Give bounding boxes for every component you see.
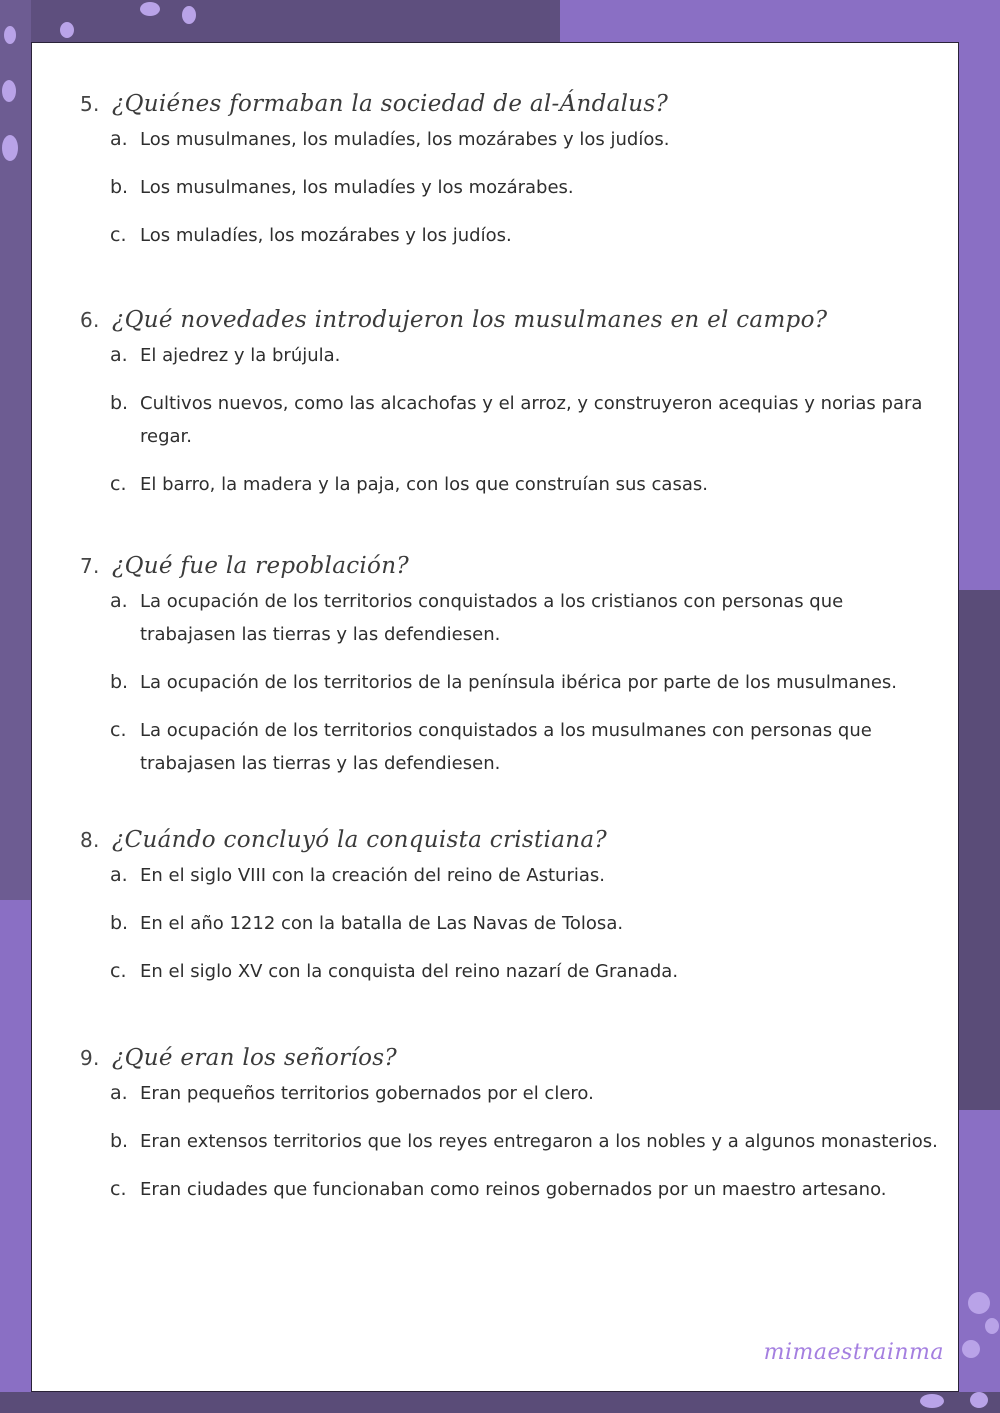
option-list: [110, 1077, 940, 1206]
option-text: El barro, la madera y la paja, con los que construían sus casas.: [140, 474, 708, 495]
option-c[interactable]: [110, 468, 940, 501]
option-text: Los musulmanes, los muladíes, los mozárabes y los judíos.: [140, 129, 670, 150]
option-letter: a.: [110, 128, 128, 150]
decor-dot: [182, 6, 196, 24]
option-letter: c.: [110, 473, 127, 495]
question-number: 6.: [80, 308, 100, 332]
option-b[interactable]: [110, 387, 940, 453]
option-text: Eran pequeños territorios gobernados por el clero.: [140, 1083, 594, 1104]
option-text: Eran extensos territorios que los reyes entregaron a los nobles y a algunos monasterios.: [140, 1131, 938, 1152]
question-text: ¿Qué novedades introdujeron los musulmanes en el campo?: [112, 307, 828, 333]
decor-dot: [970, 1392, 988, 1408]
option-b[interactable]: [110, 907, 940, 940]
option-letter: a.: [110, 1082, 128, 1104]
option-letter: a.: [110, 590, 128, 612]
bg-block-right-lower: [958, 590, 1000, 1110]
question-text: ¿Quiénes formaban la sociedad de al-Ándalus?: [112, 91, 669, 117]
option-b[interactable]: [110, 1125, 940, 1158]
decor-dot: [968, 1292, 990, 1314]
decor-dot: [2, 80, 16, 102]
option-letter: c.: [110, 1178, 127, 1200]
option-list: [110, 859, 940, 988]
option-a[interactable]: [110, 339, 940, 372]
option-letter: c.: [110, 960, 127, 982]
question-number: 5.: [80, 92, 100, 116]
option-c[interactable]: [110, 714, 940, 780]
question-text: ¿Qué eran los señoríos?: [112, 1045, 397, 1071]
option-text: Cultivos nuevos, como las alcachofas y el arroz, y construyeron acequias y norias para regar.: [140, 393, 923, 447]
option-letter: b.: [110, 1130, 129, 1152]
question-title: [80, 827, 940, 853]
question-title: [80, 553, 940, 579]
option-list: [110, 123, 940, 252]
decor-dot: [985, 1318, 999, 1334]
decor-dot: [140, 2, 160, 16]
question-9: [80, 1045, 940, 1221]
option-text: Los musulmanes, los muladíes y los mozárabes.: [140, 177, 574, 198]
option-a[interactable]: [110, 123, 940, 156]
option-list: [110, 585, 940, 780]
option-a[interactable]: [110, 1077, 940, 1110]
option-b[interactable]: [110, 666, 940, 699]
option-letter: b.: [110, 671, 129, 693]
decor-dot: [4, 26, 16, 44]
option-text: Eran ciudades que funcionaban como reinos gobernados por un maestro artesano.: [140, 1179, 887, 1200]
option-letter: b.: [110, 392, 129, 414]
option-text: La ocupación de los territorios conquistados a los musulmanes con personas que trabajasen las tierras y las defendiesen.: [140, 720, 872, 774]
worksheet-page: [31, 42, 959, 1392]
option-letter: c.: [110, 224, 127, 246]
bg-block-bottom: [0, 1392, 1000, 1413]
decor-dot: [2, 135, 18, 161]
option-text: En el año 1212 con la batalla de Las Navas de Tolosa.: [140, 913, 624, 934]
option-text: En el siglo VIII con la creación del reino de Asturias.: [140, 865, 605, 886]
question-number: 7.: [80, 554, 100, 578]
option-letter: b.: [110, 176, 129, 198]
option-text: La ocupación de los territorios conquistados a los cristianos con personas que trabajasen las tierras y las defendiesen.: [140, 591, 844, 645]
question-7: [80, 553, 940, 795]
decor-dot: [920, 1394, 944, 1408]
question-title: [80, 307, 940, 333]
question-number: 9.: [80, 1046, 100, 1070]
option-c[interactable]: [110, 219, 940, 252]
option-text: El ajedrez y la brújula.: [140, 345, 341, 366]
decor-dot: [962, 1340, 980, 1358]
option-letter: b.: [110, 912, 129, 934]
option-c[interactable]: [110, 955, 940, 988]
option-letter: c.: [110, 719, 127, 741]
option-c[interactable]: [110, 1173, 940, 1206]
option-b[interactable]: [110, 171, 940, 204]
option-a[interactable]: [110, 859, 940, 892]
option-text: La ocupación de los territorios de la península ibérica por parte de los musulmanes.: [140, 672, 897, 693]
question-6: [80, 307, 940, 516]
question-text: ¿Qué fue la repoblación?: [112, 553, 409, 579]
option-text: Los muladíes, los mozárabes y los judíos.: [140, 225, 512, 246]
option-list: [110, 339, 940, 501]
question-8: [80, 827, 940, 1003]
question-title: [80, 91, 940, 117]
option-a[interactable]: [110, 585, 940, 651]
option-text: En el siglo XV con la conquista del reino nazarí de Granada.: [140, 961, 679, 982]
option-letter: a.: [110, 344, 128, 366]
decor-dot: [60, 22, 74, 38]
bg-block-left-lower: [0, 900, 31, 1413]
option-letter: a.: [110, 864, 128, 886]
author-watermark: mimaestrainma: [763, 1340, 944, 1365]
question-title: [80, 1045, 940, 1071]
question-number: 8.: [80, 828, 100, 852]
question-text: ¿Cuándo concluyó la conquista cristiana?: [112, 827, 607, 853]
question-5: [80, 91, 940, 267]
